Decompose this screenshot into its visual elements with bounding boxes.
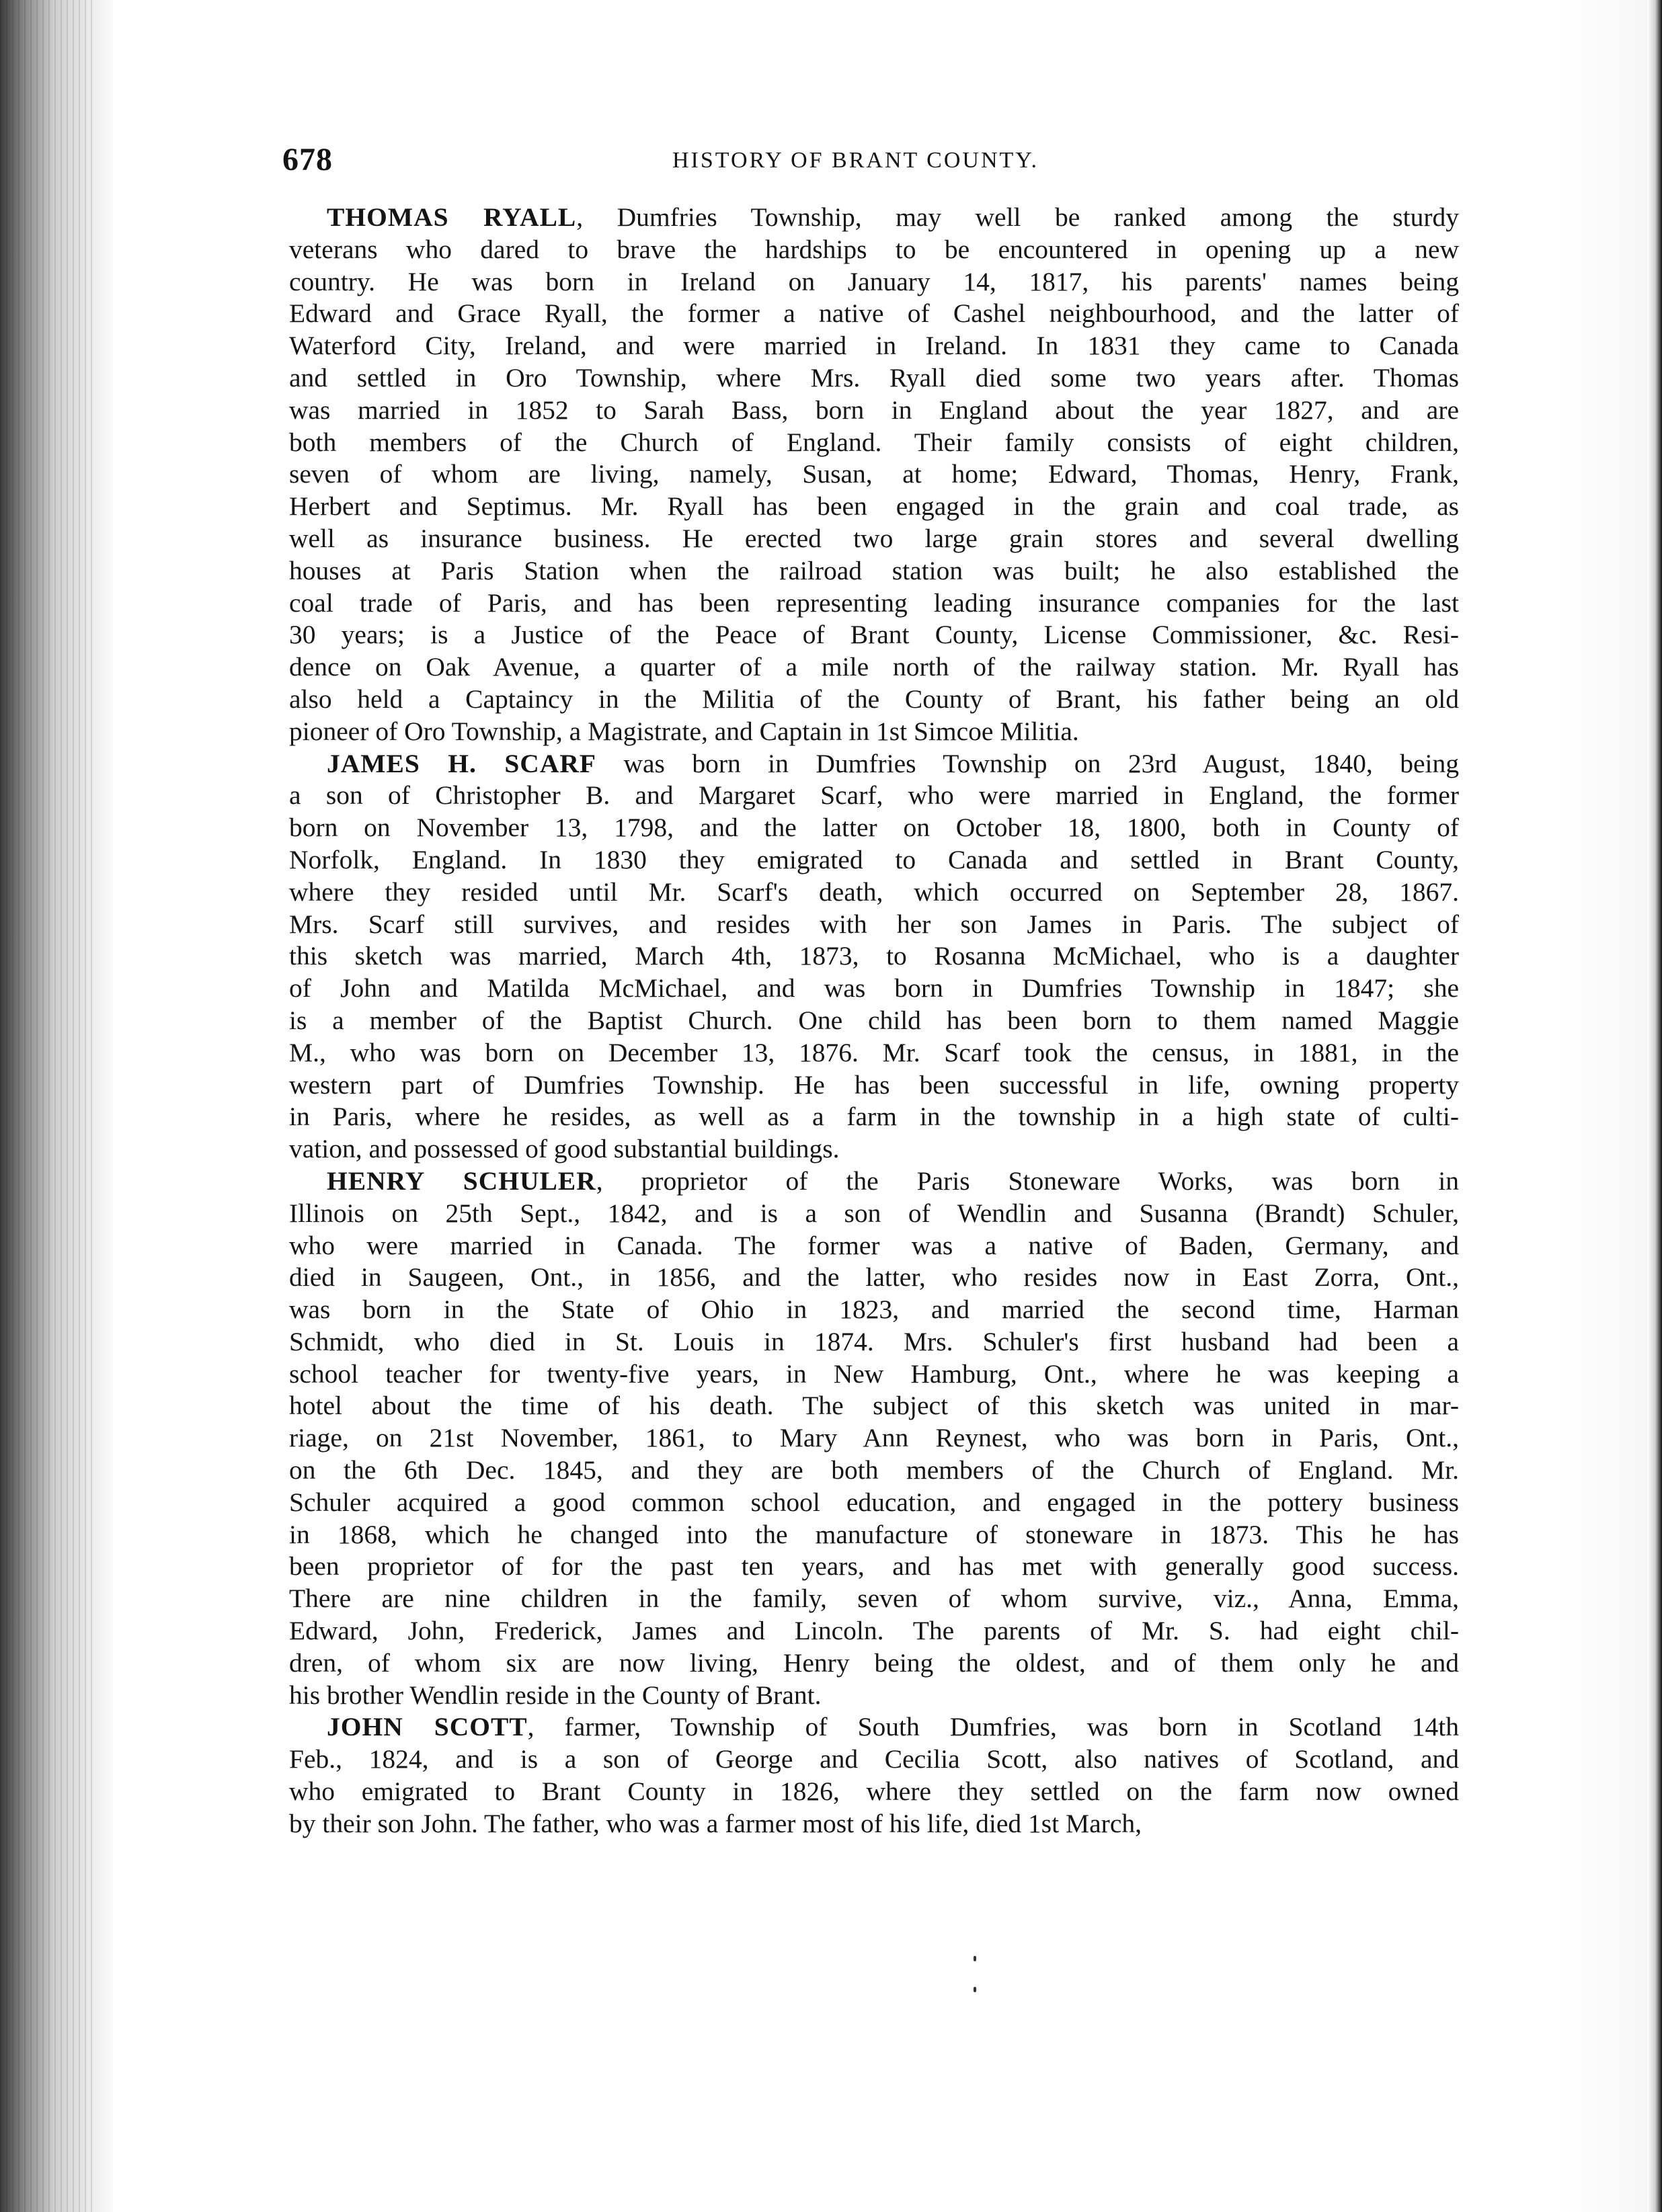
biography-entry [289, 202, 1459, 748]
text-line: was born in the State of Ohio in 1823, and married the second time, Harman [289, 1295, 1459, 1325]
text-line: Edward and Grace Ryall, the former a native of Cashel neighbourhood, and the latter of [289, 298, 1459, 329]
text-line: is a member of the Baptist Church. One child has been born to them named Maggie [289, 1005, 1459, 1035]
text-line: who were married in Canada. The former was a native of Baden, Germany, and [289, 1230, 1459, 1260]
scan-speck [974, 1956, 976, 1961]
text-line: western part of Dumfries Township. He has been successful in life, owning property [289, 1069, 1459, 1100]
text-line: Herbert and Septimus. Mr. Ryall has been engaged in the grain and coal trade, as [289, 491, 1459, 522]
text-line: Schuler acquired a good common school education, and engaged in the pottery business [289, 1487, 1459, 1517]
entry-name: HENRY SCHULER [327, 1165, 596, 1196]
text-line: Illinois on 25th Sept., 1842, and is a son of Wendlin and Susanna (Brandt) Schuler, [289, 1198, 1459, 1228]
page-number: 678 [282, 142, 333, 177]
body-text [289, 202, 1459, 1840]
text-line: was married in 1852 to Sarah Bass, born in England about the year 1827, and are [289, 395, 1459, 425]
biography-entry [289, 748, 1459, 1165]
text-line: Norfolk, England. In 1830 they emigrated to Canada and settled in Brant County, [289, 844, 1459, 874]
text-line: on the 6th Dec. 1845, and they are both members of the Church of England. Mr. [289, 1455, 1459, 1485]
entry-first-line: was born in Dumfries Township on 23rd August, 1840, being [596, 748, 1459, 778]
text-line: who emigrated to Brant County in 1826, where they settled on the farm now owned [289, 1776, 1459, 1807]
text-line: Mrs. Scarf still survives, and resides with her son James in Paris. The subject of [289, 909, 1459, 939]
biography-entry [289, 1165, 1459, 1712]
entry-name: THOMAS RYALL [327, 202, 577, 232]
text-line: a son of Christopher B. and Margaret Scarf, who were married in England, the former [289, 780, 1459, 811]
text-line: where they resided until Mr. Scarf's death, which occurred on September 28, 1867. [289, 876, 1459, 907]
text-line: There are nine children in the family, seven of whom survive, viz., Anna, Emma, [289, 1584, 1459, 1614]
text-line: well as insurance business. He erected two large grain stores and several dwelling [289, 523, 1459, 553]
text-line [289, 748, 1459, 780]
text-line: dence on Oak Avenue, a quarter of a mile north of the railway station. Mr. Ryall has [289, 652, 1459, 682]
text-line: seven of whom are living, namely, Susan, at home; Edward, Thomas, Henry, Frank, [289, 459, 1459, 489]
page-header [282, 141, 1466, 181]
text-line: Edward, John, Frederick, James and Lincoln. The parents of Mr. S. had eight chil- [289, 1616, 1459, 1646]
text-line: country. He was born in Ireland on January 14, 1817, his parents' names being [289, 266, 1459, 296]
entry-first-line: , farmer, Township of South Dumfries, was born in Scotland 14th [527, 1712, 1459, 1742]
binding-edge [0, 0, 94, 2212]
running-title: HISTORY OF BRANT COUNTY. [672, 148, 1039, 173]
text-line: Schmidt, who died in St. Louis in 1874. Mrs. Schuler's first husband had been a [289, 1326, 1459, 1356]
text-line: pioneer of Oro Township, a Magistrate, and Captain in 1st Simcoe Militia. [289, 716, 1079, 746]
text-line: coal trade of Paris, and has been representing leading insurance companies for the last [289, 587, 1459, 618]
text-line: hotel about the time of his death. The subject of this sketch was united in mar- [289, 1391, 1459, 1421]
entry-name: JOHN SCOTT [327, 1712, 528, 1742]
text-line: school teacher for twenty-five years, in New Hamburg, Ont., where he was keeping a [289, 1358, 1459, 1389]
text-line: of John and Matilda McMichael, and was born in Dumfries Township in 1847; she [289, 973, 1459, 1003]
right-page-edge [1647, 0, 1662, 2212]
text-line: both members of the Church of England. Their family consists of eight children, [289, 427, 1459, 457]
text-line: houses at Paris Station when the railroad station was built; he also established the [289, 555, 1459, 585]
text-line [289, 1711, 1459, 1744]
text-line: his brother Wendlin reside in the County of Brant. [289, 1680, 822, 1710]
entry-name: JAMES H. SCARF [327, 748, 597, 778]
text-line: dren, of whom six are now living, Henry being the oldest, and of them only he and [289, 1647, 1459, 1678]
text-line: in Paris, where he resides, as well as a farm in the township in a high state of culti- [289, 1102, 1459, 1132]
text-line: veterans who dared to brave the hardships to be encountered in opening up a new [289, 234, 1459, 264]
text-line: in 1868, which he changed into the manufacture of stoneware in 1873. This he has [289, 1519, 1459, 1549]
text-line: riage, on 21st November, 1861, to Mary Ann Reynest, who was born in Paris, Ont., [289, 1423, 1459, 1453]
biography-entry [289, 1711, 1459, 1840]
text-line: also held a Captaincy in the Militia of the County of Brant, his father being an old [289, 684, 1459, 714]
text-line: been proprietor of for the past ten years, and has met with generally good success. [289, 1551, 1459, 1582]
scan-speck [974, 1987, 976, 1992]
text-line: born on November 13, 1798, and the latter on October 18, 1800, both in County of [289, 813, 1459, 843]
text-line: 30 years; is a Justice of the Peace of Brant County, License Commissioner, &c. Resi- [289, 620, 1459, 650]
text-line: by their son John. The father, who was a farmer most of his life, died 1st March, [289, 1808, 1142, 1838]
text-line: died in Saugeen, Ont., in 1856, and the latter, who resides now in East Zorra, Ont., [289, 1262, 1459, 1293]
text-line: Waterford City, Ireland, and were married in Ireland. In 1831 they came to Canada [289, 331, 1459, 361]
text-line: vation, and possessed of good substantial buildings. [289, 1134, 840, 1164]
text-line: this sketch was married, March 4th, 1873, to Rosanna McMichael, who is a daughter [289, 941, 1459, 971]
text-line: and settled in Oro Township, where Mrs. Ryall died some two years after. Thomas [289, 362, 1459, 393]
entry-first-line: , Dumfries Township, may well be ranked among the sturdy [576, 202, 1460, 232]
text-line: Feb., 1824, and is a son of George and Cecilia Scott, also natives of Scotland, and [289, 1744, 1459, 1774]
text-line: M., who was born on December 13, 1876. Mr. Scarf took the census, in 1881, in the [289, 1037, 1459, 1067]
text-line [289, 1165, 1459, 1198]
entry-first-line: , proprietor of the Paris Stoneware Works, was born in [596, 1165, 1459, 1196]
text-line [289, 202, 1459, 234]
